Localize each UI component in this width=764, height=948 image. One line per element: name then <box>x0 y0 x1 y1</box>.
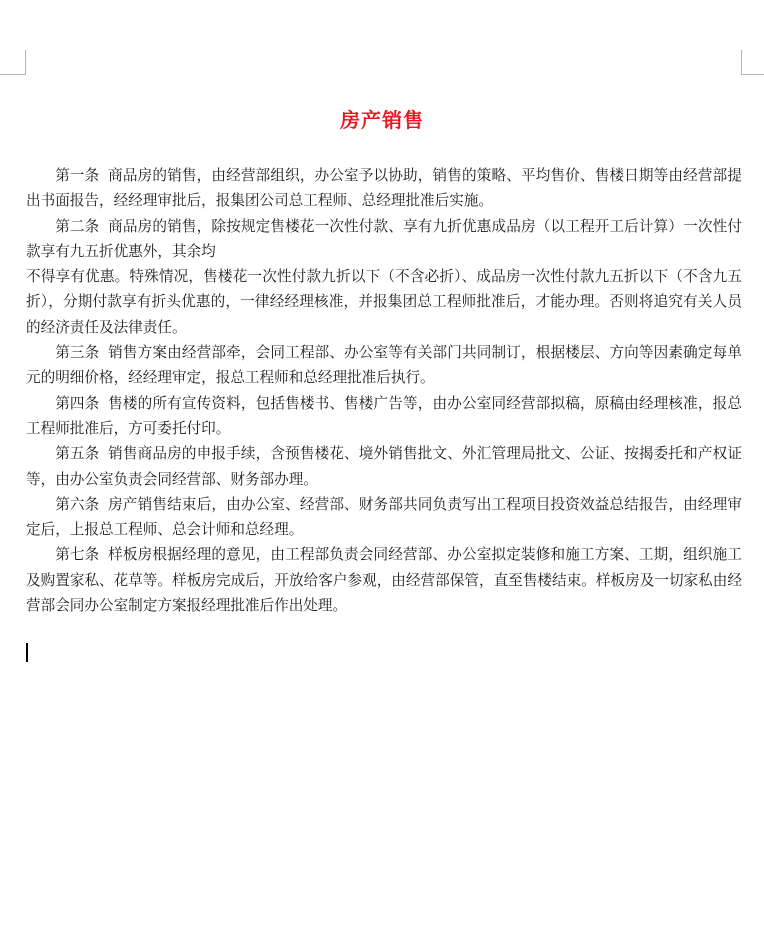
page-corner-mark-top-right <box>741 50 764 75</box>
text-cursor <box>26 643 28 662</box>
article-text: 房产销售结束后，由办公室、经营部、财务部共同负责写出工程项目投资效益总结报告，由经理审定后，上报总工程师、总会计师和总经理。 <box>26 495 742 539</box>
article-text: 销售方案由经营部牵，会同工程部、办公室等有关部门共同制订，根据楼层、方向等因素确定每单元的明细价格，经经理审定，报总工程师和总经理批准后执行。 <box>26 344 742 387</box>
paragraph-article-6 <box>26 492 742 543</box>
paragraph-article-4 <box>26 391 742 442</box>
article-number: 第三条 <box>55 344 100 362</box>
article-text: 售楼的所有宣传资料，包括售楼书、售楼广告等，由办公室同经营部拟稿，原稿由经理核准，报总工程师批准后，方可委托付印。 <box>26 394 742 437</box>
paragraph-article-7 <box>26 542 742 618</box>
article-text: 商品房的销售，由经营部组织，办公室予以协助，销售的策略、平均售价、售楼日期等由经营部提出书面报告，经经理审批后，报集团公司总工程师、总经理批准后实施。 <box>26 167 742 210</box>
article-number: 第一条 <box>55 167 100 184</box>
paragraph-article-3 <box>26 340 742 391</box>
article-number: 第五条 <box>55 445 100 463</box>
article-text: 样板房根据经理的意见，由工程部负责会同经营部、办公室拟定装修和施工方案、工期，组织施工及购置家私、花草等。样板房完成后，开放给客户参观，由经营部保管，直至售楼结束。样板房及一切家私由经营部会同办公室制定方案报经理批准后作出处理。 <box>26 546 742 615</box>
article-number: 第四条 <box>55 394 100 412</box>
paragraph-article-2-continued <box>26 264 742 340</box>
article-text: 销售商品房的申报手续，含预售楼花、境外销售批文、外汇管理局批文、公证、按揭委托和产权证等，由办公室负责会同经营部、财务部办理。 <box>26 445 742 488</box>
paragraph-article-2 <box>26 214 742 265</box>
document-title: 房产销售 <box>340 108 424 132</box>
article-text: 商品房的销售，除按规定售楼花一次性付款、享有九折优惠成品房（以工程开工后计算）一次性付款享有九五折优惠外，其余均 <box>26 217 742 260</box>
paragraph-article-5 <box>26 441 742 492</box>
article-number: 第六条 <box>55 495 100 513</box>
document-body[interactable] <box>26 163 742 618</box>
paragraph-article-1 <box>26 163 742 214</box>
article-number: 第二条 <box>55 217 100 235</box>
article-number: 第七条 <box>55 546 100 564</box>
article-text: 不得享有优惠。特殊情况，售楼花一次性付款九折以下（不含必折）、成品房一次性付款九五折以下（不含九五折），分期付款享有折头优惠的，一律经经理核准，并报集团总工程师批准后，才能办理。否则将追究有关人员的经济责任及法律责任。 <box>26 268 742 336</box>
page-corner-mark-top-left <box>0 50 26 75</box>
